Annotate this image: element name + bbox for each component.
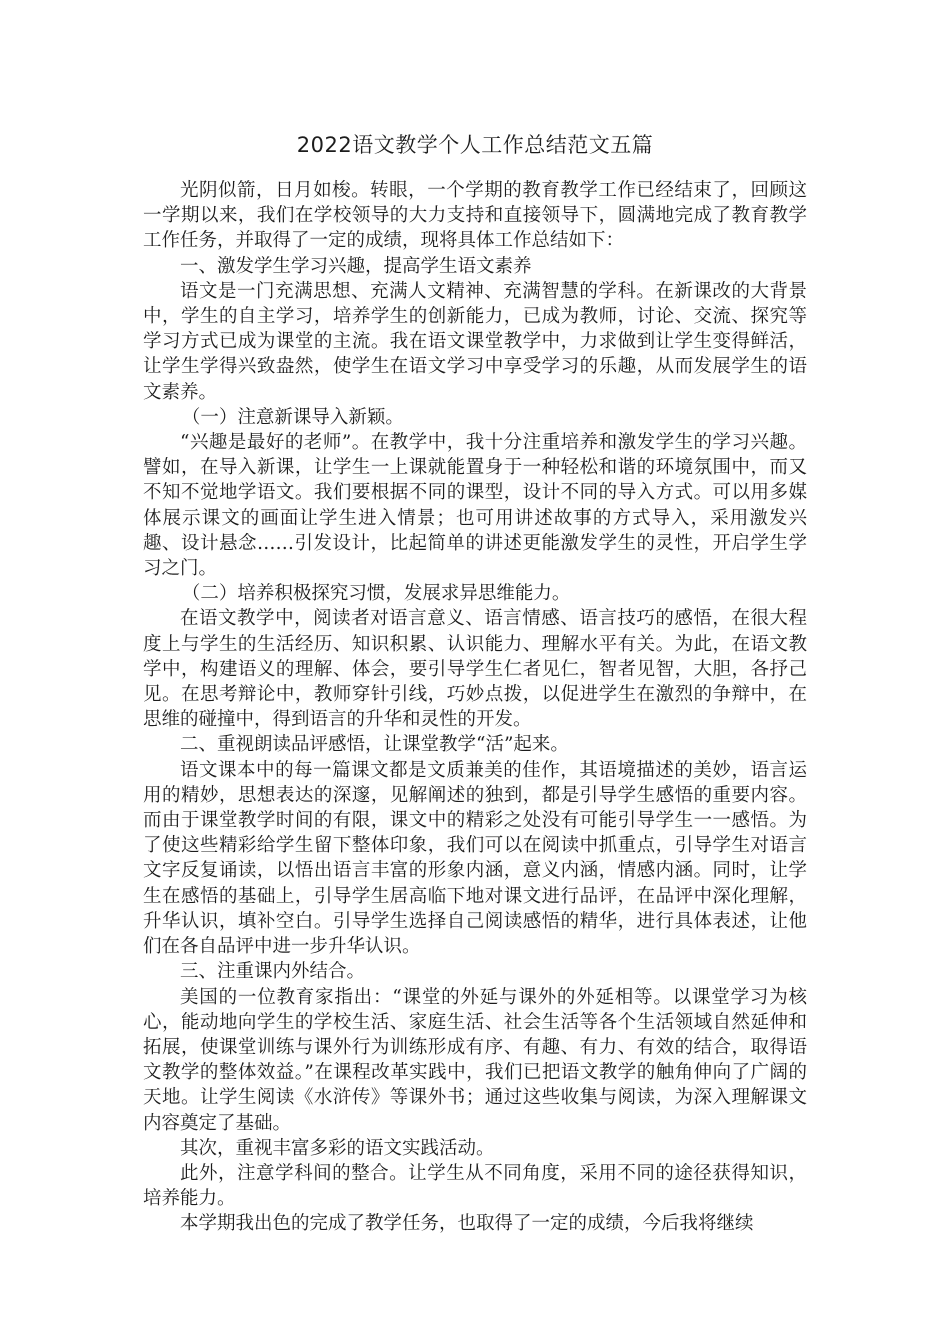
paragraph-1-1: “兴趣是最好的老师”。在教学中，我十分注重培养和激发学生的学习兴趣。譬如，在导入新课，让学生一上课就能置身于一种轻松和谐的环境氛围中，而又不知不觉地学语文。我们要根据不同的课型，设计不同的导入方式。可以用多媒体展示课文的画面让学生进入情景；也可用讲述故事的方式导入，采用激发兴趣、设计悬念……引发设计，比起简单的讲述更能激发学生的灵性，开启学生学习之门。 (143, 432, 807, 580)
paragraph-furthermore: 此外，注意学科间的整合。让学生从不同角度，采用不同的途径获得知识，培养能力。 (143, 1162, 807, 1210)
paragraph-section-1: 语文是一门充满思想、充满人文精神、充满智慧的学科。在新课改的大背景中，学生的自主学习，培养学生的创新能力，已成为教师，讨论、交流、探究等学习方式已成为课堂的主流。我在语文课堂教学中，力求做到让学生变得鲜活，让学生学得兴致盎然，使学生在语文学习中享受学习的乐趣，从而发展学生的语文素养。 (143, 280, 807, 403)
paragraph-secondly: 其次，重视丰富多彩的语文实践活动。 (180, 1137, 495, 1159)
heading-section-2: 二、重视朗读品评感悟，让课堂教学“活”起来。 (180, 734, 569, 756)
paragraph-section-2: 语文课本中的每一篇课文都是文质兼美的佳作，其语境描述的美妙，语言运用的精妙，思想表达的深邃，见解阐述的独到，都是引导学生感悟的重要内容。而由于课堂教学时间的有限，课文中的精彩之处没有可能引导学生一一感悟。为了使这些精彩给学生留下整体印象，我们可以在阅读中抓重点，引导学生对语言文字反复诵读，以悟出语言丰富的形象内涵，意义内涵，情感内涵。同时，让学生在感悟的基础上，引导学生居高临下地对课文进行品评，在品评中深化理解，升华认识，填补空白。引导学生选择自己阅读感悟的精华，进行具体表述，让他们在各自品评中进一步升华认识。 (143, 759, 807, 958)
paragraph-section-3: 美国的一位教育家指出：“课堂的外延与课外的外延相等。以课堂学习为核心，能动地向学生的学校生活、家庭生活、社会生活等各个生活领域自然延伸和拓展，使课堂训练与课外行为训练形成有序、有趣、有力、有效的结合，取得语文教学的整体效益。”在课程改革实践中，我们已把语文教学的触角伸向了广阔的天地。让学生阅读《水浒传》等课外书；通过这些收集与阅读，为深入理解课文内容奠定了基础。 (143, 986, 807, 1134)
subheading-1-1: （一）注意新课导入新颖。 (181, 406, 404, 428)
heading-section-1: 一、激发学生学习兴趣，提高学生语文素养 (180, 255, 532, 277)
document-title: 2022语文教学个人工作总结范文五篇 (296, 133, 654, 157)
heading-section-3: 三、注重课内外结合。 (180, 961, 366, 983)
paragraph-1-2: 在语文教学中，阅读者对语言意义、语言情感、语言技巧的感悟，在很大程度上与学生的生活经历、知识积累、认识能力、理解水平有关。为此，在语文教学中，构建语义的理解、体会，要引导学生仁者见仁，智者见智，大胆，各抒己见。在思考辩论中，教师穿针引线，巧妙点拨，以促进学生在激烈的争辩中，在思维的碰撞中，得到语言的升华和灵性的开发。 (143, 608, 807, 731)
paragraph-intro: 光阴似箭，日月如梭。转眼，一个学期的教育教学工作已经结束了，回顾这一学期以来，我们在学校领导的大力支持和直接领导下，圆满地完成了教育教学工作任务，并取得了一定的成绩，现将具体工作总结如下： (143, 180, 807, 252)
subheading-1-2: （二）培养积极探究习惯，发展求异思维能力。 (181, 583, 571, 605)
paragraph-closing: 本学期我出色的完成了教学任务，也取得了一定的成绩，今后我将继续 (180, 1213, 754, 1235)
document-body (143, 130, 807, 1237)
